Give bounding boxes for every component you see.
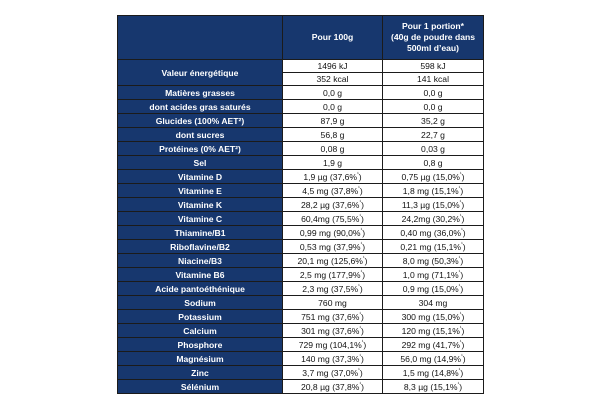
footnote-marker: ¹: [461, 352, 463, 359]
value-text-end: ): [461, 311, 465, 322]
footnote-marker: ¹: [459, 170, 462, 177]
nutrient-label: Niacine/B3: [118, 254, 283, 268]
nutrient-label: Vitamine E: [118, 184, 283, 198]
value-per-100g: [283, 60, 383, 73]
header-portion-line: (40g de poudre dans: [390, 32, 476, 42]
value-text-end: ): [460, 367, 464, 378]
value-per-100g: [283, 296, 383, 310]
value-per-portion: [383, 86, 484, 100]
table-row: [118, 324, 484, 338]
value-text: 0,0 g: [423, 101, 443, 112]
value-text: 141 kcal: [416, 74, 449, 84]
value-per-portion: [383, 352, 484, 366]
value-text: 0,0 g: [322, 87, 343, 98]
footnote-marker: ¹: [362, 254, 365, 261]
value-text: 20,1 mg (125,6%: [297, 255, 363, 266]
value-text: 8,3 µg (15,1%: [403, 381, 458, 392]
value-per-portion: [383, 142, 484, 156]
value-text: 4,5 mg (37,8%: [302, 185, 359, 196]
table-header-row: [118, 16, 484, 60]
footnote-marker: ¹: [459, 324, 462, 331]
value-text-end: ): [461, 213, 465, 224]
value-per-100g: [283, 114, 383, 128]
footnote-marker: ¹: [358, 366, 360, 373]
nutrient-label: Glucides (100% AET²): [118, 114, 283, 128]
value-text-end: ): [362, 227, 366, 238]
table-row: [118, 282, 484, 296]
value-text-end: ): [358, 171, 362, 182]
value-text-end: ): [359, 185, 363, 196]
value-per-portion: [383, 114, 484, 128]
value-text: 8,0 mg (50,3%: [402, 255, 459, 266]
value-per-portion: [383, 268, 484, 282]
value-per-100g: [283, 100, 383, 114]
value-text: 1,5 mg (14,8%: [402, 367, 459, 378]
value-text: 56,8 g: [320, 129, 345, 140]
nutrition-table: [117, 15, 484, 394]
value-per-100g: [283, 226, 383, 240]
value-text: 301 mg (37,6%: [301, 325, 360, 336]
footnote-marker: ¹: [458, 282, 461, 289]
value-text: 760 mg: [318, 297, 347, 308]
value-per-100g: [283, 254, 383, 268]
value-text-end: ): [461, 325, 465, 336]
value-text-end: ): [462, 227, 466, 238]
value-text-end: ): [364, 255, 368, 266]
value-per-100g: [283, 240, 383, 254]
value-text-end: ): [462, 353, 466, 364]
value-text-end: ): [361, 311, 364, 322]
value-text: 1,9 g: [322, 157, 343, 168]
value-text: 11,3 µg (15,0%: [401, 199, 460, 210]
value-per-portion: [383, 366, 484, 380]
value-text: 1496 kJ: [317, 61, 348, 71]
value-text: 140 mg (37,3%: [301, 353, 360, 364]
value-text: 598 kJ: [420, 61, 446, 71]
value-per-100g: [283, 324, 383, 338]
value-per-100g: [283, 338, 383, 352]
value-text: 24,2mg (30,2%: [401, 213, 460, 224]
table-row: [118, 86, 484, 100]
value-per-100g: [283, 366, 383, 380]
footnote-marker: ¹: [359, 380, 362, 387]
value-text: 0,53 mg (37,9%: [299, 241, 361, 252]
table-row: [118, 60, 484, 73]
value-text-end: ): [361, 353, 364, 364]
value-text: 352 kcal: [316, 74, 349, 84]
nutrient-label: Sel: [118, 156, 283, 170]
value-per-100g: [283, 380, 383, 394]
table-row: [118, 380, 484, 394]
footnote-marker: ¹: [459, 198, 462, 205]
value-text: 120 mg (15,1%: [401, 325, 460, 336]
footnote-marker: ¹: [459, 338, 462, 345]
nutrient-label: Sodium: [118, 296, 283, 310]
nutrient-label: Vitamine B6: [118, 268, 283, 282]
value-per-100g: [283, 282, 383, 296]
value-text-end: ): [460, 255, 464, 266]
value-text-end: ): [363, 339, 367, 350]
footnote-marker: ¹: [458, 366, 461, 373]
value-text-end: ): [359, 283, 363, 294]
value-text: 751 mg (37,6%: [301, 311, 360, 322]
footnote-marker: ¹: [361, 338, 364, 345]
value-per-portion: [383, 226, 484, 240]
nutrient-label: Zinc: [118, 366, 283, 380]
value-text: 0,9 mg (15,0%: [402, 283, 459, 294]
table-row: [118, 310, 484, 324]
value-text: 56,0 mg (14,9%: [400, 353, 462, 364]
footnote-marker: ¹: [457, 380, 460, 387]
nutrient-label: Vitamine C: [118, 212, 283, 226]
nutrient-label: Vitamine D: [118, 170, 283, 184]
value-text: 0,08 g: [320, 143, 345, 154]
value-text-end: ): [359, 367, 363, 378]
value-text-end: ): [462, 241, 466, 252]
value-text: 22,7 g: [421, 129, 445, 140]
value-text: 2,3 mg (37,5%: [302, 283, 359, 294]
table-row: [118, 212, 484, 226]
value-per-portion: [383, 170, 484, 184]
table-row: [118, 352, 484, 366]
value-text: 35,2 g: [421, 115, 445, 126]
nutrient-label: Protéines (0% AET²): [118, 142, 283, 156]
value-per-portion: [383, 240, 484, 254]
table-row: [118, 296, 484, 310]
table-row: [118, 254, 484, 268]
value-text-end: ): [459, 381, 463, 392]
footnote-marker: ¹: [359, 212, 362, 219]
value-text-end: ): [460, 269, 464, 280]
footnote-marker: ¹: [459, 310, 462, 317]
value-text: 3,7 mg (37,0%: [302, 367, 359, 378]
header-blank-cell: [118, 16, 283, 60]
value-text: 0,03 g: [421, 143, 445, 154]
footnote-marker: ¹: [359, 198, 362, 205]
value-per-100g: [283, 212, 383, 226]
nutrient-label: Sélénium: [118, 380, 283, 394]
table-row: [118, 338, 484, 352]
value-text: 0,99 mg (90,0%: [299, 227, 361, 238]
value-text: 2,5 mg (177,9%: [299, 269, 361, 280]
footnote-marker: ¹: [360, 240, 363, 247]
nutrient-label: Phosphore: [118, 338, 283, 352]
value-text: 0,40 mg (36,0%: [400, 227, 462, 238]
value-text: 300 mg (15,0%: [401, 311, 460, 322]
nutrient-label: Vitamine K: [118, 198, 283, 212]
value-per-portion: [383, 324, 484, 338]
footnote-marker: ¹: [359, 324, 362, 331]
table-row: [118, 156, 484, 170]
value-per-portion: [383, 296, 484, 310]
nutrient-label: Matières grasses: [118, 86, 283, 100]
header-portion-line: Pour 1 portion*: [401, 21, 465, 31]
value-per-100g: [283, 156, 383, 170]
value-per-100g: [283, 128, 383, 142]
footnote-marker: ¹: [360, 226, 363, 233]
value-text: 304 mg: [418, 297, 448, 308]
value-text-end: ): [362, 241, 366, 252]
table-row: [118, 226, 484, 240]
table-row: [118, 366, 484, 380]
value-text-end: ): [361, 199, 364, 210]
footnote-marker: ¹: [357, 170, 359, 177]
value-text-end: ): [461, 339, 465, 350]
value-text: 1,8 mg (15,1%: [402, 185, 459, 196]
value-per-portion: [383, 338, 484, 352]
table-row: [118, 114, 484, 128]
nutrient-label: Calcium: [118, 324, 283, 338]
footnote-marker: ¹: [458, 184, 461, 191]
footnote-marker: ¹: [461, 226, 463, 233]
value-per-100g: [283, 184, 383, 198]
table-row: [118, 184, 484, 198]
value-per-100g: [283, 310, 383, 324]
value-per-portion: [383, 184, 484, 198]
value-per-portion: [383, 60, 484, 73]
value-text: 87,9 g: [320, 115, 345, 126]
footnote-marker: ¹: [461, 240, 463, 247]
value-per-portion: [383, 198, 484, 212]
value-per-100g: [283, 73, 383, 86]
value-text: 0,75 µg (15,0%: [401, 171, 460, 182]
nutrient-label: dont sucres: [118, 128, 283, 142]
value-text: 292 mg (41,7%: [401, 339, 460, 350]
table-row: [118, 142, 484, 156]
value-text-end: ): [461, 171, 465, 182]
value-text: 0,0 g: [423, 87, 443, 98]
value-per-portion: [383, 282, 484, 296]
value-text-end: ): [461, 199, 465, 210]
value-per-portion: [383, 100, 484, 114]
value-text-end: ): [361, 325, 364, 336]
nutrient-label: Potassium: [118, 310, 283, 324]
value-per-portion: [383, 128, 484, 142]
value-text: 28,2 µg (37,6%: [300, 199, 360, 210]
header-per-portion: [383, 16, 484, 60]
value-text: 20,8 µg (37,8%: [300, 381, 360, 392]
nutrient-label: Magnésium: [118, 352, 283, 366]
value-per-portion: [383, 254, 484, 268]
value-per-100g: [283, 170, 383, 184]
footnote-marker: ¹: [358, 282, 360, 289]
value-text: 1,9 µg (37,6%: [303, 171, 358, 182]
value-text: 60,4mg (75,5%: [301, 213, 360, 224]
nutrient-label: Valeur énergétique: [118, 60, 283, 86]
value-text: 0,21 mg (15,1%: [400, 241, 462, 252]
footnote-marker: ¹: [359, 352, 362, 359]
value-text-end: ): [361, 381, 364, 392]
value-per-100g: [283, 142, 383, 156]
value-text: 729 mg (104,1%: [298, 339, 362, 350]
footnote-marker: ¹: [359, 310, 362, 317]
value-text-end: ): [361, 213, 364, 224]
value-text-end: ): [460, 185, 464, 196]
table-row: [118, 268, 484, 282]
header-portion-line: 500ml d’eau): [406, 43, 460, 53]
table-row: [118, 170, 484, 184]
table-row: [118, 128, 484, 142]
footnote-marker: ¹: [459, 212, 462, 219]
value-per-portion: [383, 73, 484, 86]
footnote-marker: ¹: [458, 268, 461, 275]
nutrient-label: Acide pantoéthénique: [118, 282, 283, 296]
footnote-marker: ¹: [360, 268, 363, 275]
table-row: [118, 198, 484, 212]
header-per-100g: Pour 100g: [283, 16, 383, 60]
value-text: 0,0 g: [322, 101, 343, 112]
nutrient-label: dont acides gras saturés: [118, 100, 283, 114]
value-per-portion: [383, 310, 484, 324]
nutrient-label: Riboflavine/B2: [118, 240, 283, 254]
value-per-100g: [283, 352, 383, 366]
footnote-marker: ¹: [458, 254, 461, 261]
table-row: [118, 240, 484, 254]
value-per-portion: [383, 380, 484, 394]
value-per-100g: [283, 86, 383, 100]
value-text-end: ): [362, 269, 366, 280]
table-row: [118, 100, 484, 114]
value-per-portion: [383, 156, 484, 170]
value-per-portion: [383, 212, 484, 226]
value-per-100g: [283, 268, 383, 282]
value-text: 1,0 mg (71,1%: [402, 269, 459, 280]
value-per-100g: [283, 198, 383, 212]
nutrient-label: Thiamine/B1: [118, 226, 283, 240]
value-text: 0,8 g: [423, 157, 443, 168]
footnote-marker: ¹: [358, 184, 360, 191]
value-text-end: ): [460, 283, 464, 294]
